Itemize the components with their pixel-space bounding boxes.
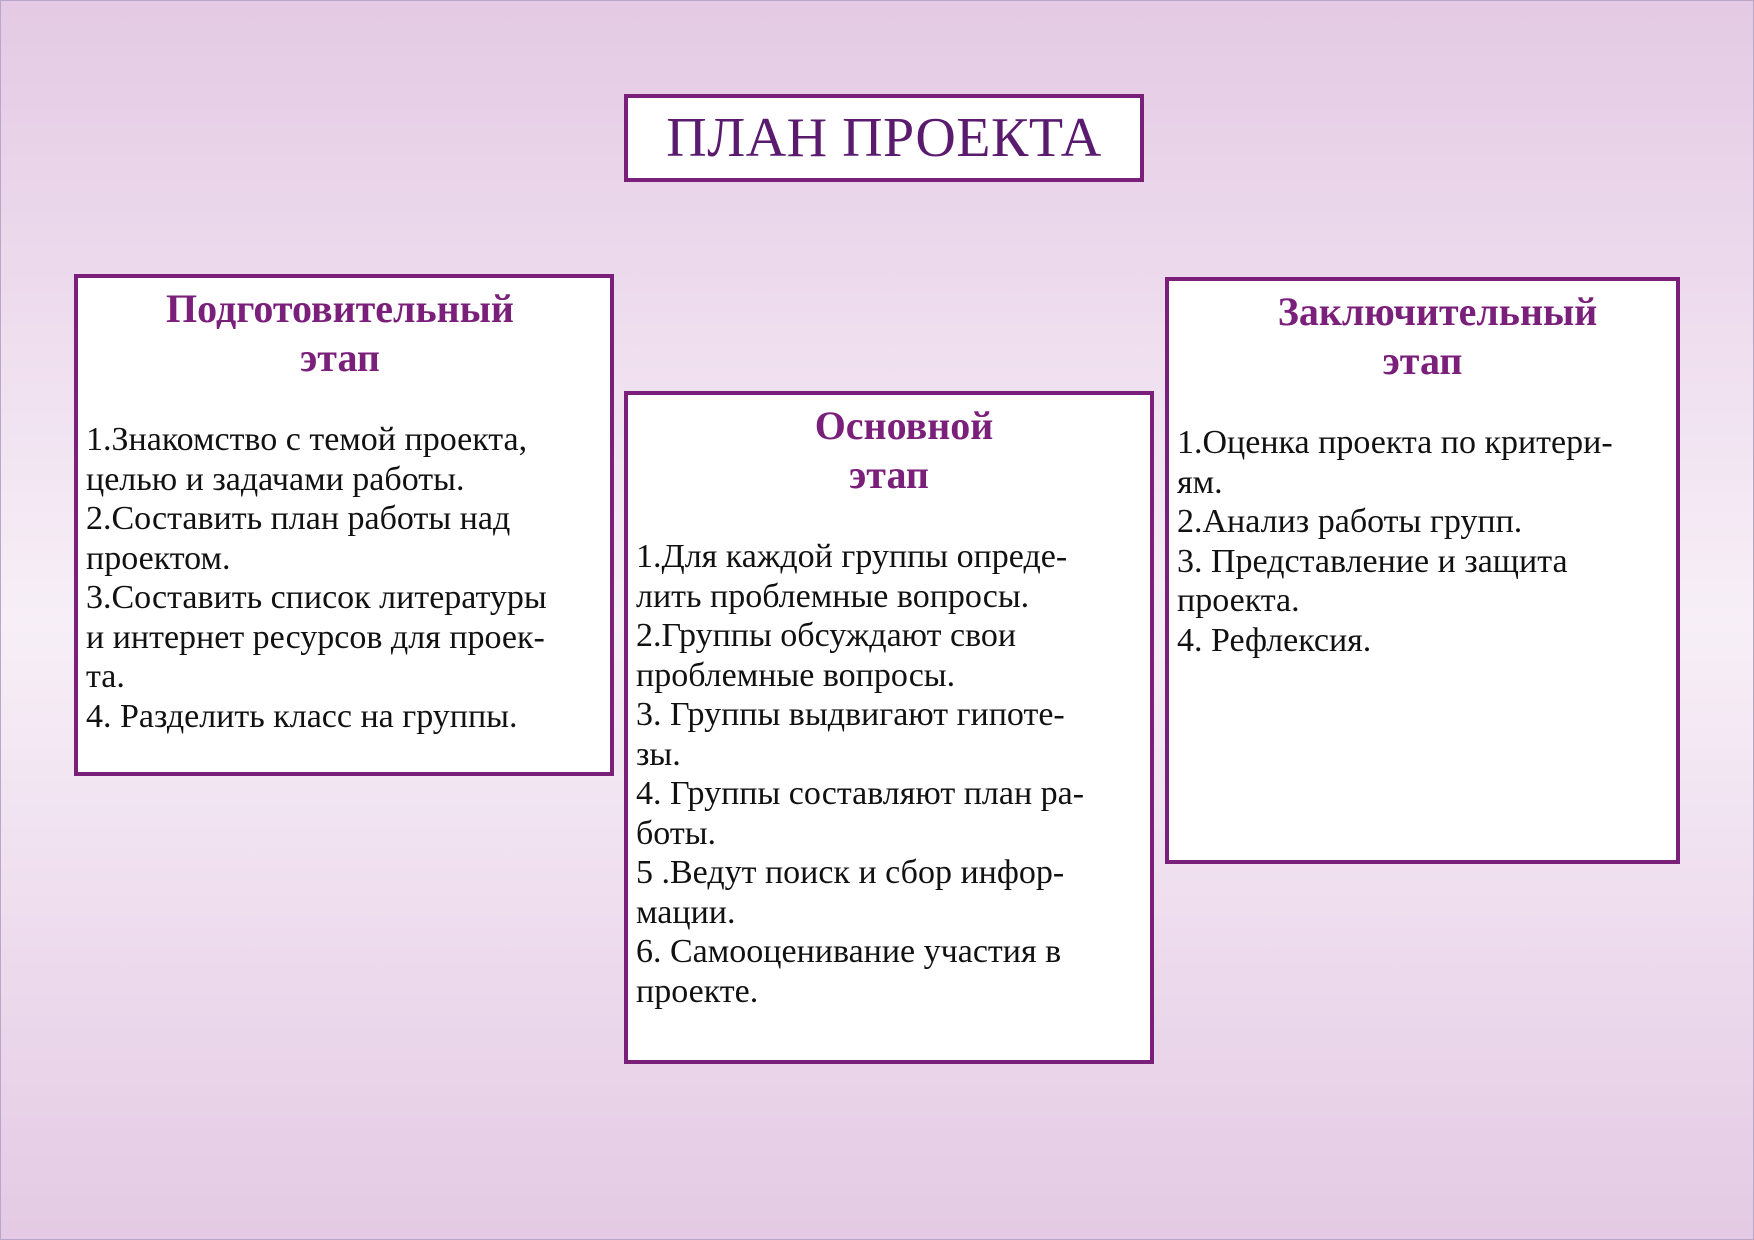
stage-task-item: 4. Рефлексия. [1177,621,1372,659]
stage-heading [1177,287,1668,385]
stage-task-item: 2.Составить план работы над проектом. [86,500,511,577]
stage-task-list [1177,423,1668,660]
stage-box-final [1165,277,1680,864]
stage-task-list [86,420,602,736]
stage-task-item: 3.Составить список литературы и интернет ресурсов для проек- та. [86,579,547,695]
stage-task-item: 1.Оценка проекта по критери- ям. [1177,424,1613,501]
stage-box-main [624,391,1154,1064]
stage-task-item: 4. Группы составляют план ра- боты. [636,775,1085,852]
stage-heading [636,401,1142,499]
stage-task-list [636,537,1142,1011]
stage-heading-line1: Основной [814,403,994,448]
stage-task-item: 2.Анализ работы групп. [1177,503,1523,540]
stage-heading-line1: Подготовительный [166,286,514,331]
stage-box-preparatory [74,274,614,776]
stage-heading-line1: Заключительный [1277,289,1598,334]
title-box [624,94,1144,182]
stage-task-item: 3. Представление и защита проекта. [1177,542,1568,619]
stage-task-item: 1.Знакомство с темой проекта, целью и задачами работы. [86,421,528,498]
stage-heading-line2: этап [1382,338,1463,383]
stage-task-item: 1.Для каждой группы опреде- лить проблемные вопросы. [636,538,1068,615]
stage-heading [78,284,602,382]
stage-task-item: 6. Самооценивание участия в проекте. [636,933,1062,1010]
stage-task-item: 5 .Ведут поиск и сбор инфор- мации. [636,854,1065,931]
stage-task-item: 4. Разделить класс на группы. [86,697,518,735]
stage-task-item: 2.Группы обсуждают свои проблемные вопросы. [636,617,1017,694]
stage-task-item: 3. Группы выдвигают гипоте- зы. [636,696,1065,773]
stage-heading-line2: этап [849,452,929,497]
page-title: ПЛАН ПРОЕКТА [666,107,1102,169]
stage-heading-line2: этап [300,335,380,380]
